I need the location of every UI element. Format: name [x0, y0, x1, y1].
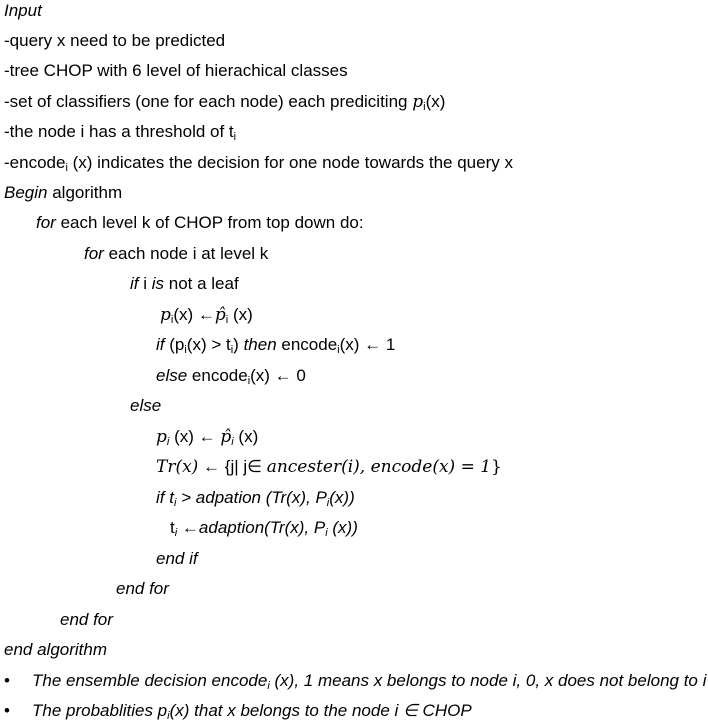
input-classifiers — [4, 91, 445, 113]
encode-assign-zero: (x) ← 0 — [250, 366, 306, 385]
subscript: i — [423, 101, 426, 113]
for-node-text: each node i at level k — [103, 244, 269, 263]
adaption-call-end: (x)) — [327, 518, 358, 537]
p-assign-end: (x) — [228, 305, 253, 324]
tr-set-close: } — [491, 457, 502, 477]
end-for-outer-line: end for — [60, 610, 113, 629]
for-keyword: for — [84, 244, 104, 263]
subscript: i — [233, 131, 237, 143]
if-adaption-line — [156, 487, 355, 509]
for-node-line — [84, 243, 268, 265]
t-text: t — [170, 518, 175, 537]
output-item-probabilities — [4, 700, 472, 722]
input-encode — [4, 152, 513, 174]
tr-symbol: Tr(x) — [156, 457, 199, 477]
subscript: i — [326, 497, 330, 509]
adaption-text: > adpation (Tr(x), P — [176, 488, 327, 507]
input-tree: -tree CHOP with 6 level of hierachical classes — [4, 61, 348, 80]
output-text-rest: (x) that x belongs to the node i ∈ CHOP — [169, 701, 472, 720]
else-encode-line — [156, 365, 306, 387]
output-item-ensemble — [4, 670, 706, 692]
p-leaf-mid: (x) ← — [169, 427, 221, 446]
subscript: i — [167, 710, 170, 722]
p-leaf-end: (x) — [233, 427, 259, 446]
ancester-expression: ancester(i), encode(x) = 1 — [266, 457, 492, 477]
p-hat-symbol: p̂ — [214, 305, 226, 325]
adaption-call: adaption(Tr(x), P — [198, 518, 326, 537]
output-text: The probablities p — [32, 701, 168, 720]
end-algorithm-line: end algorithm — [4, 640, 108, 659]
classifiers-text: -set of classifiers (one for each node) each prediciting — [4, 92, 413, 111]
begin-rest: algorithm — [47, 183, 123, 202]
if-keyword: if — [130, 274, 139, 293]
if-threshold-line — [156, 334, 395, 356]
then-keyword: then — [243, 335, 277, 354]
for-level-line — [36, 212, 364, 234]
if-leaf-a: i — [138, 274, 152, 293]
subscript: i — [230, 344, 234, 356]
p-symbol: p — [156, 427, 167, 447]
if-keyword: if — [156, 335, 165, 354]
p-assign-line — [160, 304, 253, 326]
is-keyword: is — [151, 274, 165, 293]
end-if-line: end if — [156, 549, 198, 568]
encode-text: encode — [276, 335, 338, 354]
p-leaf-line — [156, 426, 258, 448]
subscript: i — [65, 162, 68, 174]
input-query: -query x need to be predicted — [4, 31, 226, 50]
begin-line — [4, 182, 122, 204]
encode-text: encode — [187, 366, 248, 385]
subscript: i — [337, 344, 340, 356]
subscript: i — [231, 436, 234, 448]
subscript: i — [184, 344, 187, 356]
for-keyword: for — [36, 213, 56, 232]
adaption-end: (x)) — [329, 488, 355, 507]
classifiers-suffix: (x) — [425, 92, 446, 111]
input-threshold — [4, 121, 236, 143]
subscript: i — [325, 527, 328, 539]
output-text: The ensemble decision encode — [32, 671, 268, 690]
end-for-inner-line: end for — [116, 579, 169, 598]
encode-assign-one: (x) ← 1 — [339, 335, 396, 354]
tr-arrow: ← — [198, 457, 225, 476]
else-line: else — [130, 396, 162, 415]
bullet-icon: • — [4, 671, 10, 690]
t-assign-line — [170, 517, 358, 539]
subscript: i — [170, 314, 174, 326]
p-symbol: p — [412, 92, 424, 112]
if-threshold-mid: (x) > t — [186, 335, 231, 354]
tr-set-open: {j| j∈ — [224, 457, 267, 476]
p-assign-mid: (x) ← — [173, 305, 215, 324]
input-heading: Input — [4, 1, 42, 20]
subscript: i — [166, 436, 170, 448]
if-leaf-b: not a leaf — [164, 274, 239, 293]
subscript: i — [267, 680, 270, 692]
if-threshold-open: (p — [164, 335, 185, 354]
encode-prefix: -encode — [4, 153, 66, 172]
threshold-text: -the node i has a threshold of t — [4, 122, 234, 141]
encode-suffix: (x) indicates the decision for one node towards the query x — [67, 153, 513, 172]
p-symbol: p — [160, 305, 171, 325]
if-leaf-line — [130, 273, 239, 295]
p-hat-symbol: p̂ — [220, 427, 232, 447]
tr-line — [156, 456, 502, 478]
if-threshold-close: ) — [233, 335, 244, 354]
t-text: t — [164, 488, 174, 507]
subscript: i — [174, 527, 178, 539]
output-text-rest: (x), 1 means x belongs to node i, 0, x does not belong to i — [269, 671, 707, 690]
for-level-text: each level k of CHOP from top down do: — [55, 213, 364, 232]
subscript: i — [247, 375, 251, 387]
subscript: i — [225, 314, 229, 326]
if-keyword: if — [156, 488, 165, 507]
else-keyword: else — [156, 366, 188, 385]
subscript: i — [173, 497, 177, 509]
t-arrow: ← — [177, 518, 199, 537]
bullet-icon: • — [4, 701, 10, 720]
begin-keyword: Begin — [4, 183, 48, 202]
